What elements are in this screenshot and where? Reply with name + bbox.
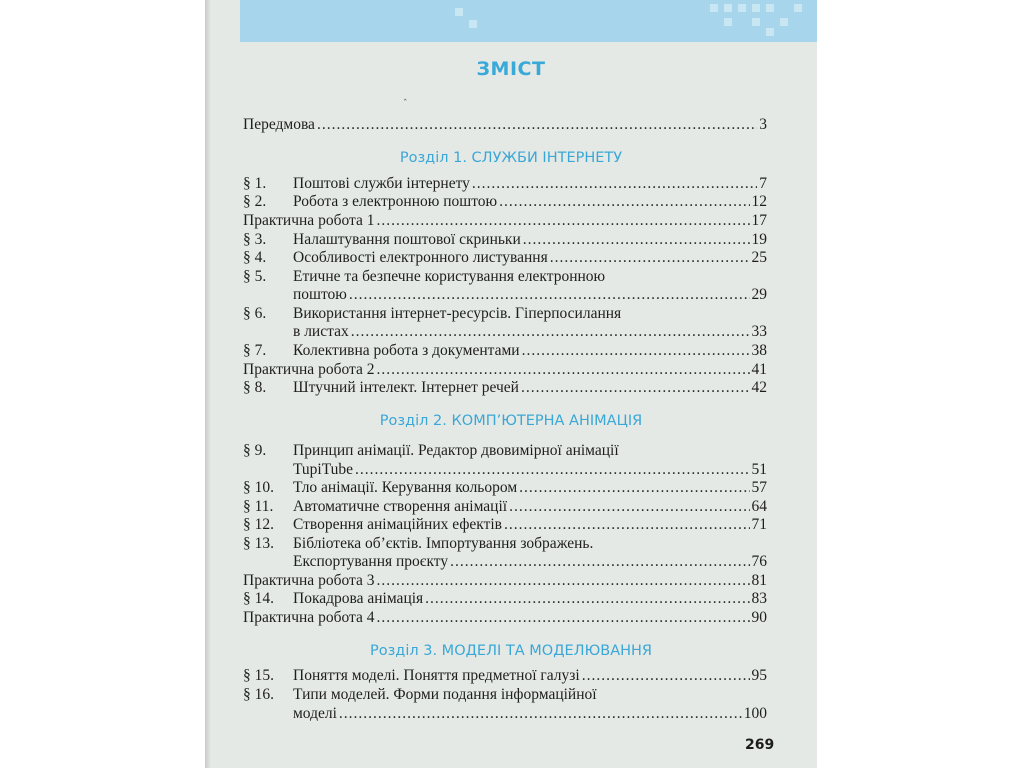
toc-entry-text: в листах: [293, 323, 349, 340]
toc-entry: [243, 479, 767, 497]
toc-entry: [243, 516, 767, 534]
toc-entry-number: § 9.: [243, 442, 267, 459]
leader-dots: [504, 516, 750, 534]
toc-entry-number: § 11.: [243, 498, 274, 515]
leader-dots: [523, 231, 750, 249]
toc-entry-page: 19: [751, 231, 767, 248]
toc-entry-text: Тло анімації. Керування кольором: [293, 479, 518, 496]
leader-dots: [355, 461, 749, 479]
leader-dots: [519, 479, 749, 497]
toc-entry-page: 7: [759, 175, 767, 192]
toc-entry: [243, 442, 767, 460]
toc-entry-number: § 5.: [243, 268, 267, 285]
toc-entry-number: § 4.: [243, 249, 267, 266]
toc-entry: [243, 609, 767, 627]
leader-dots: [376, 212, 749, 230]
toc-entry: [243, 323, 767, 341]
toc-entry-number: § 7.: [243, 342, 267, 359]
toc-entry-page: 33: [751, 323, 767, 340]
toc-entry-number: § 12.: [243, 516, 274, 533]
toc-entry-text: Бібліотека об’єктів. Імпортування зображень.: [293, 535, 594, 552]
toc-entry-text: Принцип анімації. Редактор двовимірної анімації: [293, 442, 619, 459]
toc-entry-page: 81: [751, 572, 767, 589]
toc-entry-page: 76: [751, 553, 767, 570]
toc-entry-page: 38: [751, 342, 767, 359]
toc-entry: [243, 361, 767, 379]
leader-dots: [351, 323, 750, 341]
toc-entry-page: 100: [743, 705, 767, 722]
toc-entry-text: Колективна робота з документами: [293, 342, 520, 359]
toc-entry: [243, 342, 767, 360]
toc-entry-number: § 2.: [243, 193, 267, 210]
leader-dots: [376, 572, 749, 590]
toc-entry-text: Етичне та безпечне користування електронною: [293, 268, 606, 285]
ink-mark: ˆ: [403, 99, 408, 109]
leader-dots: [339, 705, 742, 723]
toc-entry-page: 57: [751, 479, 767, 496]
section-heading: Розділ 2. КОМП’ЮТЕРНА АНІМАЦІЯ: [379, 413, 643, 429]
toc-entry-text: Практична робота 3: [243, 572, 375, 589]
toc-entry: [243, 231, 767, 249]
page-title: ЗМІСТ: [476, 58, 546, 80]
toc-entry-page: 25: [751, 249, 767, 266]
toc-entry-text: Практична робота 4: [243, 609, 375, 626]
toc-entry-text: Покадрова анімація: [293, 590, 424, 607]
toc-entry-page: 42: [751, 379, 767, 396]
leader-dots: [317, 116, 757, 134]
toc-entry-page: 29: [751, 286, 767, 303]
leader-dots: [349, 286, 750, 304]
toc-entry-page: 90: [751, 609, 767, 626]
toc-entry-text: Типи моделей. Форми подання інформаційної: [293, 686, 597, 703]
toc-entry-page: 83: [751, 590, 767, 607]
toc-entry: [243, 175, 767, 193]
toc-entry: [243, 249, 767, 267]
toc-entry-text: Використання інтернет-ресурсів. Гіперпосилання: [293, 305, 622, 322]
toc-entry-text: поштою: [293, 286, 347, 303]
leader-dots: [521, 379, 750, 397]
toc-entry-page: 71: [751, 516, 767, 533]
toc-entry: [243, 705, 767, 723]
toc-entry-number: § 13.: [243, 535, 274, 552]
leader-dots: [472, 175, 757, 193]
toc-entry-text: Створення анімаційних ефектів: [293, 516, 502, 533]
leader-dots: [376, 361, 749, 379]
toc-entry: [243, 305, 767, 323]
toc-entry: [243, 535, 767, 553]
toc-entry-text: Особливості електронного листування: [293, 249, 548, 266]
toc-entry: [243, 572, 767, 590]
toc-entry-page: 17: [751, 212, 767, 229]
toc-entry-number: § 6.: [243, 305, 267, 322]
toc-entry-intro: [243, 116, 767, 134]
toc-entry: [243, 286, 767, 304]
toc-entry-page: 95: [751, 667, 767, 684]
toc-entry-number: § 8.: [243, 379, 267, 396]
toc-entry-number: § 1.: [243, 175, 267, 192]
toc-entry-text: TupiTube: [293, 461, 354, 478]
leader-dots: [550, 249, 750, 267]
toc-entry-page: 64: [751, 498, 767, 515]
toc-entry-text: Практична робота 1: [243, 212, 375, 229]
toc-entry: [243, 498, 767, 516]
toc-entry: [243, 268, 767, 286]
toc-entry-number: § 3.: [243, 231, 267, 248]
toc-entry: [243, 686, 767, 704]
toc-entry-text: Поштові служби інтернету: [293, 175, 470, 192]
toc-entry-number: § 10.: [243, 479, 274, 496]
toc-entry-number: § 16.: [243, 686, 274, 703]
toc-entry-text: Експортування проєкту: [293, 553, 449, 570]
leader-dots: [582, 667, 750, 685]
page-number: 269: [745, 737, 775, 753]
toc-entry-number: § 14.: [243, 590, 274, 607]
leader-dots: [499, 193, 749, 211]
toc-entry-page: 51: [751, 461, 767, 478]
header-banner: [240, 0, 817, 42]
toc-entry-text: Автоматичне створення анімації: [293, 498, 508, 515]
toc-entry-text: Практична робота 2: [243, 361, 375, 378]
toc-entry-text: Штучний інтелект. Інтернет речей: [293, 379, 519, 396]
toc-entry-text: Поняття моделі. Поняття предметної галузі: [293, 667, 580, 684]
toc-entry: [243, 379, 767, 397]
leader-dots: [450, 553, 749, 571]
toc-entry-text: Налаштування поштової скриньки: [293, 231, 521, 248]
book-page: [205, 0, 817, 768]
toc-entry-text: Передмова: [243, 116, 315, 133]
toc-entry: [243, 193, 767, 211]
toc-entry: [243, 590, 767, 608]
section-heading: Розділ 3. МОДЕЛІ ТА МОДЕЛЮВАННЯ: [369, 643, 652, 659]
toc-entry: [243, 461, 767, 479]
toc-entry: [243, 553, 767, 571]
toc-entry-text: Робота з електронною поштою: [293, 193, 498, 210]
toc-entry: [243, 667, 767, 685]
toc-entry-number: § 15.: [243, 667, 274, 684]
toc-entry-text: моделі: [293, 705, 337, 722]
leader-dots: [522, 342, 750, 360]
leader-dots: [425, 590, 749, 608]
toc-entry-page: 41: [751, 361, 767, 378]
toc-entry-page: 3: [759, 116, 767, 133]
toc-entry-page: 12: [751, 193, 767, 210]
leader-dots: [376, 609, 749, 627]
toc-entry: [243, 212, 767, 230]
section-heading: Розділ 1. СЛУЖБИ ІНТЕРНЕТУ: [399, 150, 623, 166]
page-shadow: [205, 0, 211, 768]
leader-dots: [509, 498, 749, 516]
